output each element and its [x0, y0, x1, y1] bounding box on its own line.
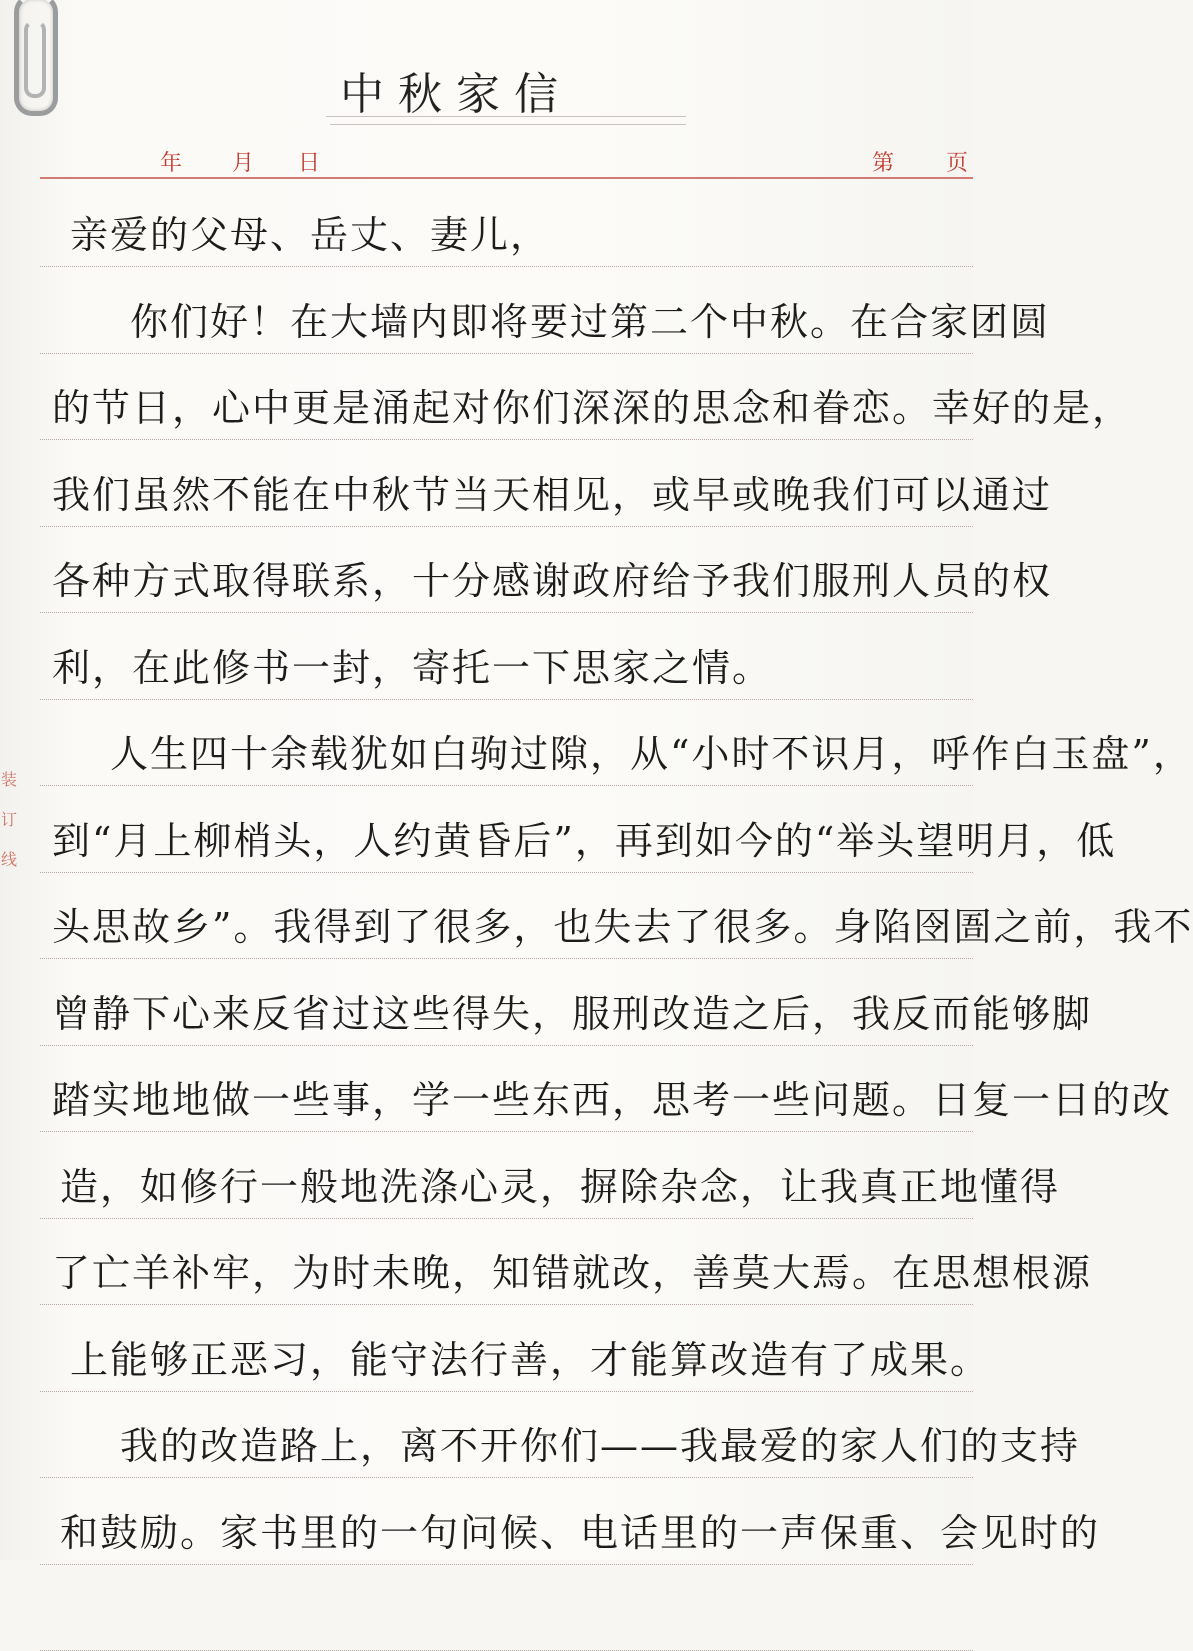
month-label: 月	[232, 151, 255, 176]
header-rule	[40, 177, 973, 179]
handwritten-line: 头思故乡”。我得到了很多，也失去了很多。身陷囹圄之前，我不	[52, 905, 1193, 949]
handwritten-line: 的节日，心中更是涌起对你们深深的思念和眷恋。幸好的是，	[52, 386, 1133, 430]
handwritten-line: 造，如修行一般地洗涤心灵，摒除杂念，让我真正地懂得	[60, 1164, 1061, 1209]
year-label: 年	[160, 151, 183, 176]
letter-title: 中秋家信	[340, 69, 572, 120]
handwritten-line: 了亡羊补牢，为时未晚，知错就改，善莫大焉。在思想根源	[52, 1251, 1093, 1295]
handwritten-line: 踏实地地做一些事，学一些东西，思考一些问题。日复一日的改	[52, 1078, 1173, 1122]
binding-char: 订	[0, 810, 17, 829]
date-header	[40, 140, 973, 180]
binding-margin-label	[0, 760, 18, 880]
title-underline	[326, 116, 686, 117]
day-label: 日	[298, 151, 321, 176]
binding-char: 线	[0, 850, 17, 869]
page-label-di: 第	[872, 151, 895, 176]
binder-clip-inner-icon	[24, 20, 46, 98]
binding-char: 装	[0, 770, 17, 789]
letter-body	[40, 180, 1193, 1560]
page-label-ye: 页	[946, 151, 969, 176]
handwritten-line: 利，在此修书一封，寄托一下思家之情。	[52, 645, 773, 690]
handwritten-line: 人生四十余载犹如白驹过隙，从“小时不识月，呼作白玉盘”，	[110, 732, 1193, 776]
handwritten-line: 你们好！在大墙内即将要过第二个中秋。在合家团圆	[130, 299, 1051, 344]
handwritten-line: 上能够正恶习，能守法行善，才能算改造有了成果。	[70, 1337, 991, 1382]
handwritten-line: 曾静下心来反省过这些得失，服刑改造之后，我反而能够脚	[52, 991, 1093, 1036]
handwritten-line: 到“月上柳梢头，人约黄昏后”，再到如今的“举头望明月，低	[52, 818, 1117, 863]
handwritten-line: 亲爱的父母、岳丈、妻儿，	[70, 213, 551, 257]
handwritten-line: 我的改造路上，离不开你们——我最爱的家人们的支持	[120, 1424, 1081, 1468]
handwritten-line: 和鼓励。家书里的一句问候、电话里的一声保重、会见时的	[60, 1510, 1101, 1555]
handwritten-line: 各种方式取得联系，十分感谢政府给予我们服刑人员的权	[52, 559, 1053, 603]
handwritten-line: 我们虽然不能在中秋节当天相见，或早或晚我们可以通过	[52, 472, 1053, 517]
title-underline-second	[330, 124, 686, 125]
